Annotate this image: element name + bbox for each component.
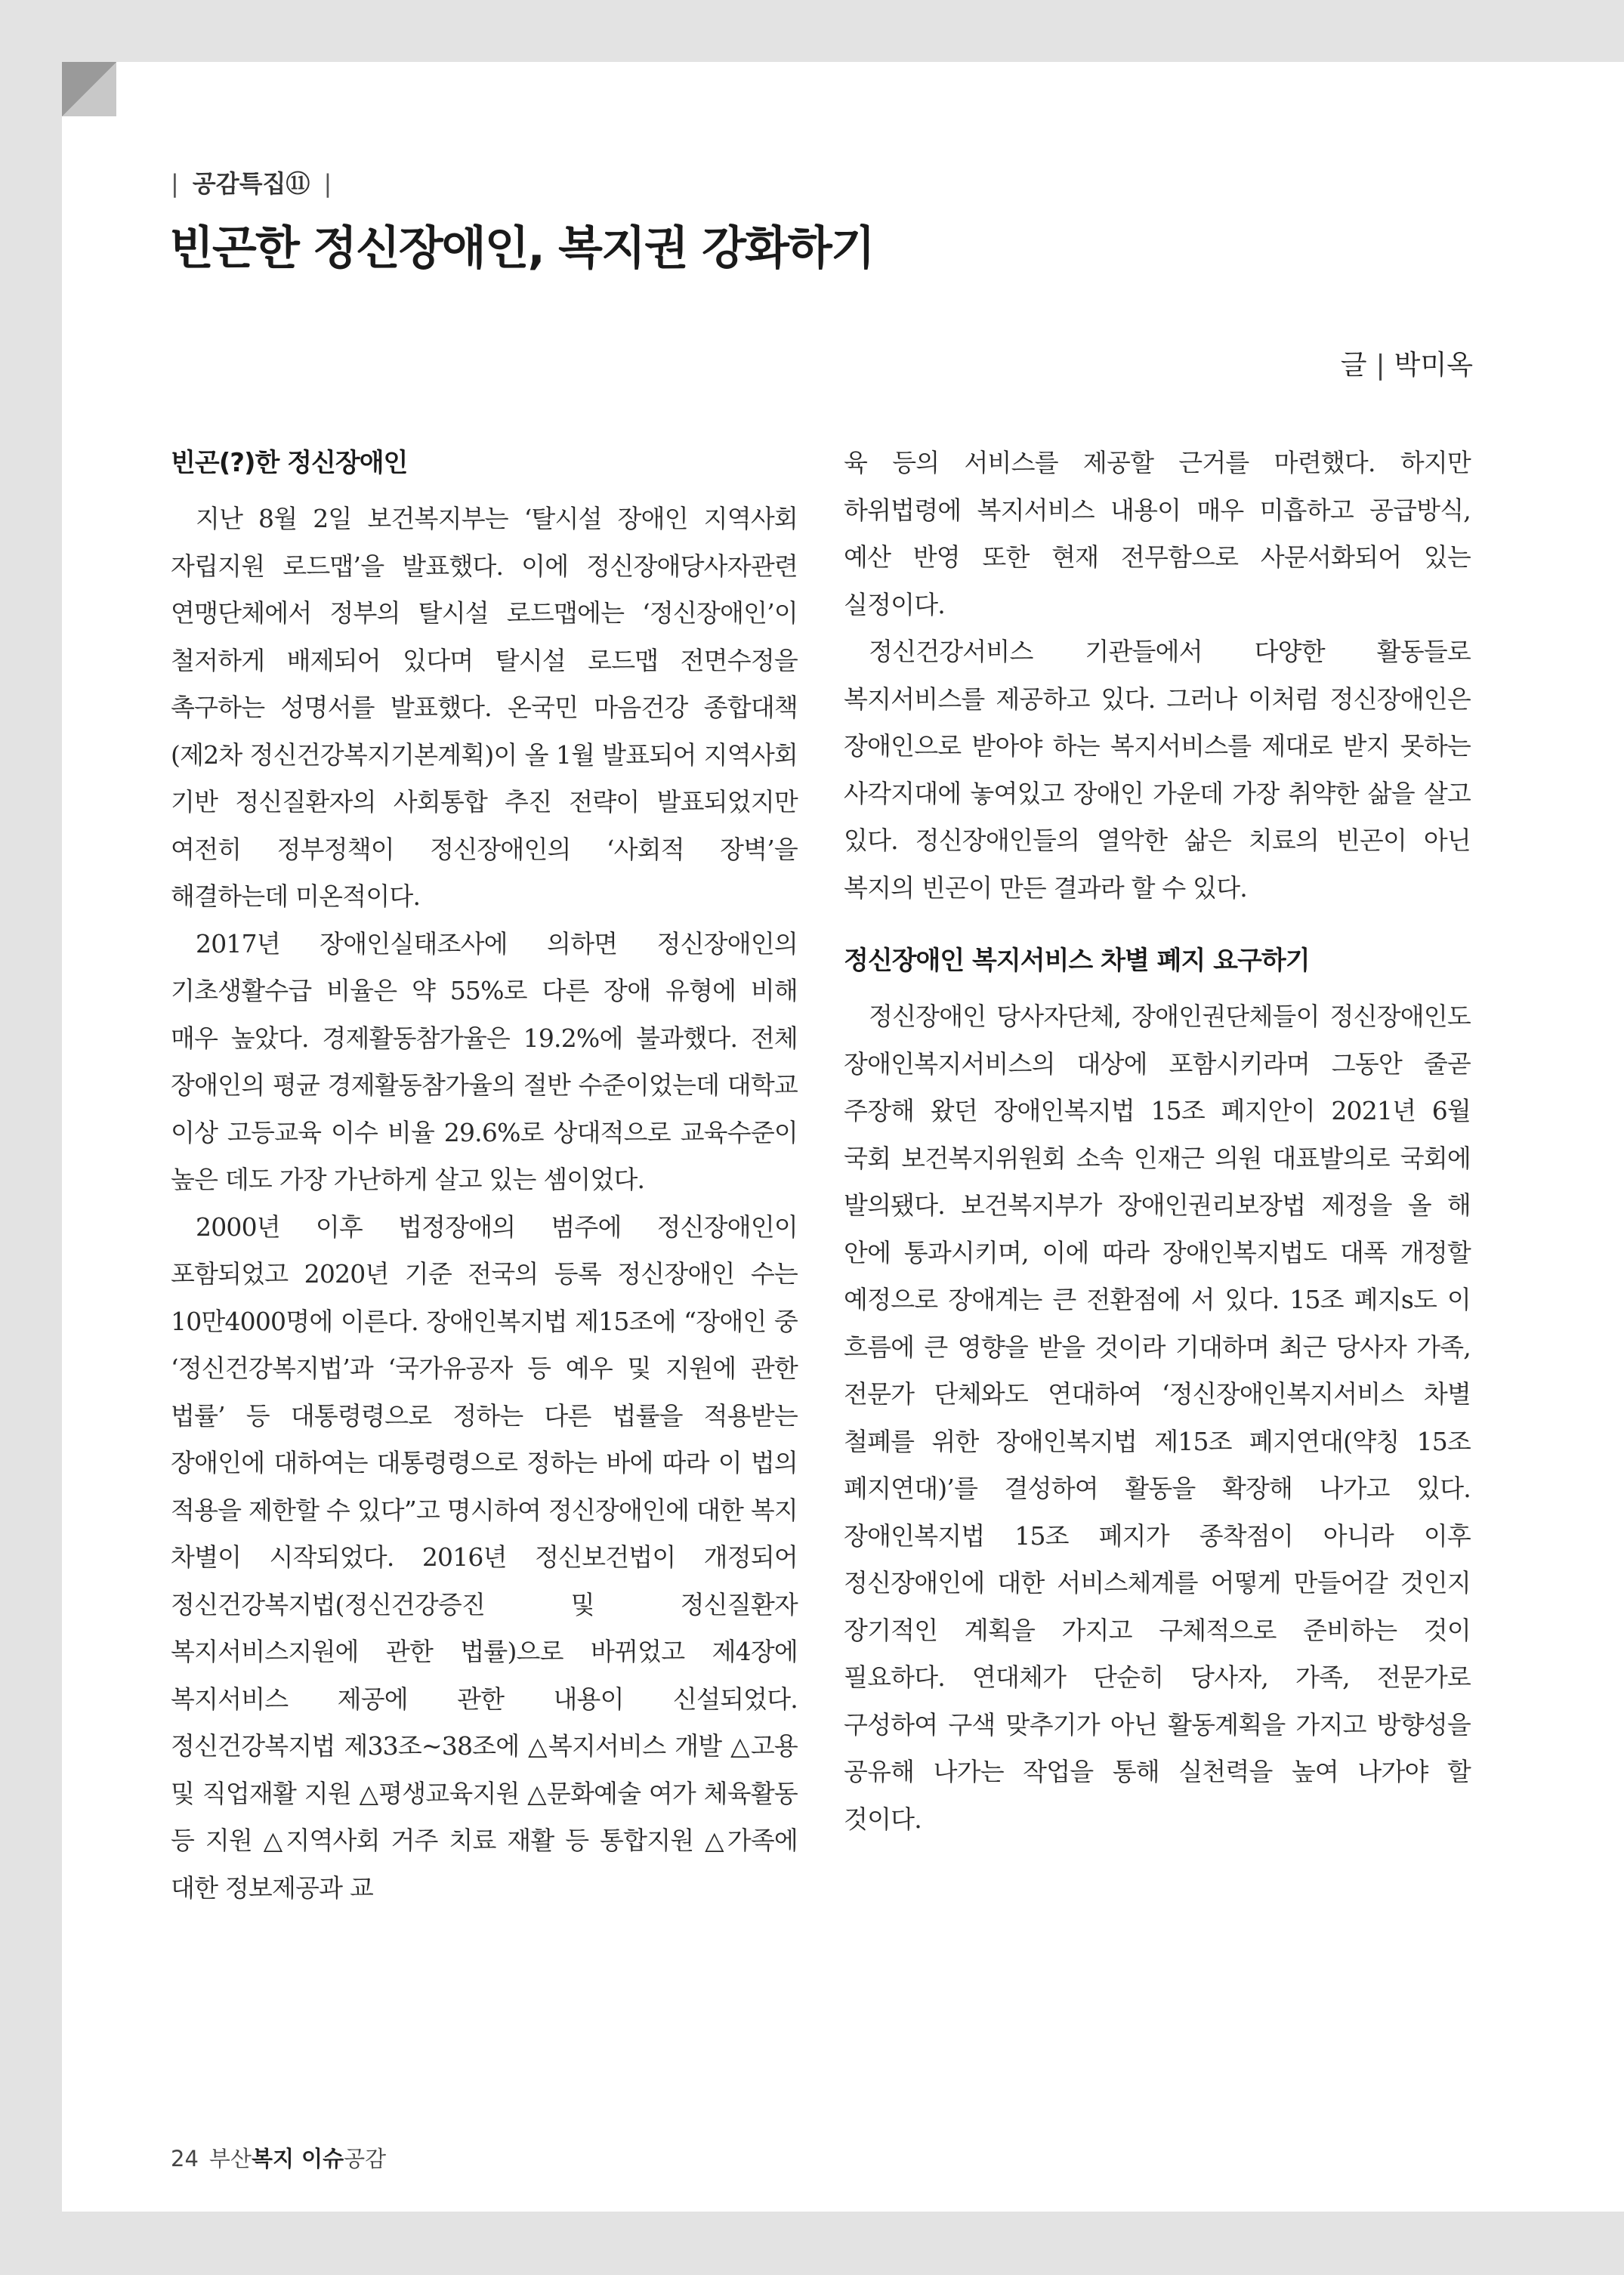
paragraph: 2000년 이후 법정장애의 범주에 정신장애인이 포함되었고 2020년 기준 전국의 등록 정신장애인 수는 10만4000명에 이른다. 장애인복지법 제15조에 “장애인 중 ‘정신건강복지법’과 ‘국가유공자 등 예우 및 지원에 관한 법률’ 등 대통령령으로 정하는 다른 법률을 적용받는 장애인에 대하여는 대통령령으로 정하는 바에 따라 이 법의 적용을 제한할 수 있다”고 명시하여 정신장애인에 대한 복지 차별이 시작되었다. 2016년 정신보건법이 개정되어 정신건강복지법(정신건강증진 및 정신질환자 복지서비스지원에 관한 법률)으로 바뀌었고 제4장에 복지서비스 제공에 관한 내용이 신설되었다. 정신건강복지법 제33조~38조에 △복지서비스 개발 △고용 및 직업재활 지원 △평생교육지원 △문화예술 여가 체육활동 등 지원 △지역사회 거주 치료 재활 등 통합지원 △가족에 대한 정보제공과 교: [171, 1212, 798, 1903]
paragraph: 정신건강서비스 기관들에서 다양한 활동들로 복지서비스를 제공하고 있다. 그러나 이처럼 정신장애인은 장애인으로 받아야 하는 복지서비스를 제대로 받지 못하는 사각지대에 놓여있고 장애인 가운데 가장 취약한 삶을 살고 있다. 정신장애인들의 열악한 삶은 치료의 빈곤이 아닌 복지의 빈곤이 만든 결과라 할 수 있다.: [844, 637, 1471, 903]
publication-name: 부산복지 이슈공감: [208, 2146, 387, 2172]
section-heading-2: 정신장애인 복지서비스 차별 폐지 요구하기: [844, 946, 1310, 976]
page-footer: [171, 2142, 386, 2173]
column-right: [844, 440, 1471, 1843]
series-label: | 공감특집⑪ |: [171, 169, 332, 198]
byline: 글 | 박미옥: [1340, 350, 1473, 381]
paragraph: 지난 8월 2일 보건복지부는 ‘탈시설 장애인 지역사회 자립지원 로드맵’을 발표했다. 이에 정신장애당사자관련 연맹단체에서 정부의 탈시설 로드맵에는 ‘정신장애인’이 철저하게 배제되어 있다며 탈시설 로드맵 전면수정을 촉구하는 성명서를 발표했다. 온국민 마음건강 종합대책(제2차 정신건강복지기본계획)이 올 1월 발표되어 지역사회 기반 정신질환자의 사회통합 추진 전략이 발표되었지만 여전히 정부정책이 정신장애인의 ‘사회적 장벽’을 해결하는데 미온적이다.: [171, 504, 798, 911]
paragraph: 정신장애인 당사자단체, 장애인권단체들이 정신장애인도 장애인복지서비스의 대상에 포함시키라며 그동안 줄곧 주장해 왔던 장애인복지법 15조 폐지안이 2021년 6월 국회 보건복지위원회 소속 인재근 의원 대표발의로 국회에 발의됐다. 보건복지부가 장애인권리보장법 제정을 올 해 안에 통과시키며, 이에 따라 장애인복지법도 대폭 개정할 예정으로 장애계는 큰 전환점에 서 있다. 15조 폐지s도 이 흐름에 큰 영향을 받을 것이라 기대하며 최근 당사자 가족, 전문가 단체와도 연대하여 ‘정신장애인복지서비스 차별 철폐를 위한 장애인복지법 제15조 폐지연대(약칭 15조 폐지연대)’를 결성하여 활동을 확장해 나가고 있다. 장애인복지법 15조 폐지가 종착점이 아니라 이후 정신장애인에 대한 서비스체계를 어떻게 만들어갈 것인지 장기적인 계획을 가지고 구체적으로 준비하는 것이 필요하다. 연대체가 단순히 당사자, 가족, 전문가로 구성하여 구색 맞추기가 아닌 활동계획을 가지고 방향성을 공유해 나가는 작업을 통해 실천력을 높여 나가야 할 것이다.: [844, 1002, 1471, 1834]
byline-label: 글: [1340, 350, 1367, 381]
section-heading-1: 빈곤(?)한 정신장애인: [171, 448, 408, 478]
paragraph-continued: 육 등의 서비스를 제공할 근거를 마련했다. 하지만 하위법령에 복지서비스 내용이 매우 미흡하고 공급방식, 예산 반영 또한 현재 전무함으로 사문서화되어 있는 실정이다.: [844, 448, 1471, 619]
series-name: 공감특집⑪: [192, 169, 310, 198]
page-number: 24: [171, 2146, 199, 2172]
article-title: 빈곤한 정신장애인, 복지권 강화하기: [169, 221, 874, 275]
column-left: [171, 440, 798, 1912]
byline-author: 박미옥: [1394, 350, 1473, 381]
paragraph: 2017년 장애인실태조사에 의하면 정신장애인의 기초생활수급 비율은 약 55%로 다른 장애 유형에 비해 매우 높았다. 경제활동참가율은 19.2%에 불과했다. 전체 장애인의 평균 경제활동참가율의 절반 수준이었는데 대학교 이상 고등교육 이수 비율 29.6%로 상대적으로 교육수준이 높은 데도 가장 가난하게 살고 있는 셈이었다.: [171, 928, 798, 1194]
corner-mark: [62, 62, 116, 116]
